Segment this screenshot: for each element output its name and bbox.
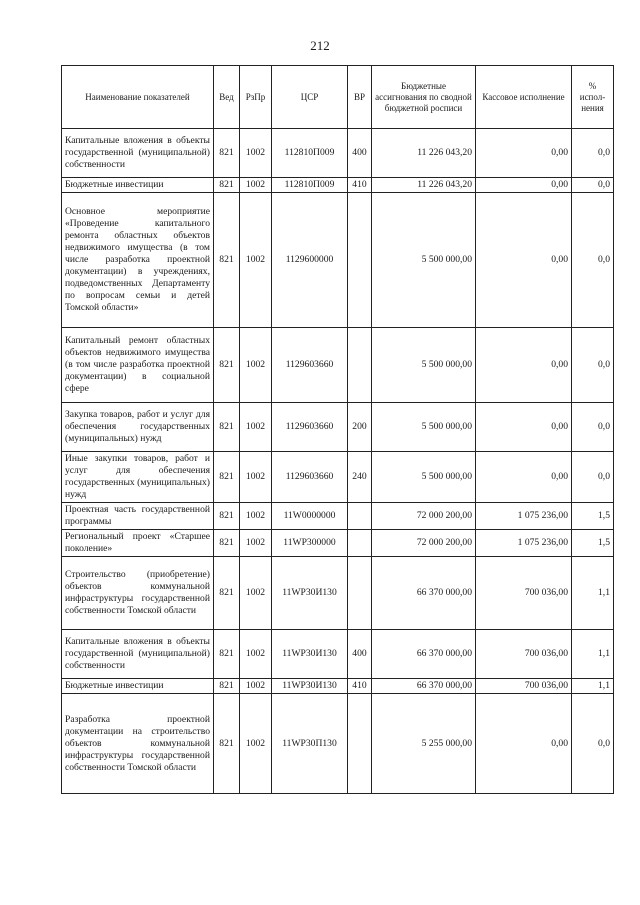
row-budget: 5 255 000,00 — [372, 694, 476, 794]
row-percent: 0,0 — [572, 328, 614, 403]
row-budget: 66 370 000,00 — [372, 679, 476, 694]
row-ved: 821 — [214, 328, 240, 403]
row-percent: 1,1 — [572, 679, 614, 694]
table-row — [62, 193, 614, 328]
row-csr: 1129600000 — [272, 193, 348, 328]
header-percent: % испол-нения — [572, 66, 614, 129]
table-row — [62, 557, 614, 630]
header-csr: ЦСР — [272, 66, 348, 129]
row-cash: 1 075 236,00 — [476, 530, 572, 557]
row-rzpr: 1002 — [240, 328, 272, 403]
row-percent: 0,0 — [572, 129, 614, 178]
row-name: Закупка товаров, работ и услуг для обеспечения государственных (муниципальных) нужд — [62, 403, 214, 452]
row-percent: 1,1 — [572, 557, 614, 630]
row-budget: 5 500 000,00 — [372, 328, 476, 403]
row-ved: 821 — [214, 694, 240, 794]
row-name: Капитальные вложения в объекты государственной (муниципальной) собственности — [62, 129, 214, 178]
row-name: Иные закупки товаров, работ и услуг для обеспечения государственных (муниципальных) нужд — [62, 452, 214, 503]
row-name: Капитальный ремонт областных объектов недвижимого имущества (в том числе разработка проектной документации) в социальной сфере — [62, 328, 214, 403]
row-vr: 400 — [348, 129, 372, 178]
row-percent: 1,5 — [572, 530, 614, 557]
header-rzpr: РзПр — [240, 66, 272, 129]
row-percent: 0,0 — [572, 178, 614, 193]
row-rzpr: 1002 — [240, 452, 272, 503]
row-rzpr: 1002 — [240, 530, 272, 557]
row-cash: 700 036,00 — [476, 557, 572, 630]
row-ved: 821 — [214, 503, 240, 530]
row-vr — [348, 694, 372, 794]
header-vr: ВР — [348, 66, 372, 129]
row-csr: 1129603660 — [272, 452, 348, 503]
row-vr: 410 — [348, 178, 372, 193]
page-number: 212 — [310, 38, 330, 53]
row-name: Региональный проект «Старшее поколение» — [62, 530, 214, 557]
row-csr: 11WP30П130 — [272, 694, 348, 794]
header-cash: Кассовое исполнение — [476, 66, 572, 129]
row-name: Основное мероприятие «Проведение капитального ремонта областных объектов недвижимого имущества (в том числе разработка проектной документации) в учреждениях, подведомственных Департаменту по вопросам семьи и детей Томской области» — [62, 193, 214, 328]
row-ved: 821 — [214, 178, 240, 193]
row-ved: 821 — [214, 630, 240, 679]
row-csr: 11WP30И130 — [272, 557, 348, 630]
row-name: Разработка проектной документации на строительство объектов коммунальной инфраструктуры государственной собственности Томской области — [62, 694, 214, 794]
row-percent: 0,0 — [572, 403, 614, 452]
row-vr — [348, 557, 372, 630]
table-row — [62, 679, 614, 694]
row-cash: 0,00 — [476, 129, 572, 178]
row-csr: 1129603660 — [272, 403, 348, 452]
row-rzpr: 1002 — [240, 193, 272, 328]
row-vr — [348, 503, 372, 530]
row-percent: 0,0 — [572, 694, 614, 794]
row-csr: 11W0000000 — [272, 503, 348, 530]
row-budget: 11 226 043,20 — [372, 129, 476, 178]
row-vr: 400 — [348, 630, 372, 679]
row-rzpr: 1002 — [240, 503, 272, 530]
table-row — [62, 452, 614, 503]
row-ved: 821 — [214, 530, 240, 557]
row-vr — [348, 530, 372, 557]
table-row — [62, 503, 614, 530]
row-name: Капитальные вложения в объекты государственной (муниципальной) собственности — [62, 630, 214, 679]
row-vr: 410 — [348, 679, 372, 694]
row-rzpr: 1002 — [240, 679, 272, 694]
header-ved: Вед — [214, 66, 240, 129]
row-ved: 821 — [214, 129, 240, 178]
row-cash: 0,00 — [476, 328, 572, 403]
row-ved: 821 — [214, 193, 240, 328]
row-rzpr: 1002 — [240, 630, 272, 679]
row-name: Бюджетные инвестиции — [62, 178, 214, 193]
row-ved: 821 — [214, 679, 240, 694]
row-csr: 11WP300000 — [272, 530, 348, 557]
row-vr: 200 — [348, 403, 372, 452]
row-cash: 700 036,00 — [476, 679, 572, 694]
table-row — [62, 129, 614, 178]
row-budget: 5 500 000,00 — [372, 452, 476, 503]
row-ved: 821 — [214, 403, 240, 452]
row-budget: 72 000 200,00 — [372, 503, 476, 530]
table-row — [62, 178, 614, 193]
row-rzpr: 1002 — [240, 129, 272, 178]
row-percent: 1,1 — [572, 630, 614, 679]
row-percent: 1,5 — [572, 503, 614, 530]
table-row — [62, 694, 614, 794]
table-row — [62, 403, 614, 452]
row-cash: 0,00 — [476, 193, 572, 328]
table-row — [62, 328, 614, 403]
row-csr: 1129603660 — [272, 328, 348, 403]
row-vr: 240 — [348, 452, 372, 503]
row-budget: 5 500 000,00 — [372, 193, 476, 328]
row-cash: 1 075 236,00 — [476, 503, 572, 530]
row-cash: 700 036,00 — [476, 630, 572, 679]
row-budget: 5 500 000,00 — [372, 403, 476, 452]
row-budget: 11 226 043,20 — [372, 178, 476, 193]
row-name: Бюджетные инвестиции — [62, 679, 214, 694]
row-cash: 0,00 — [476, 403, 572, 452]
row-budget: 66 370 000,00 — [372, 557, 476, 630]
row-ved: 821 — [214, 557, 240, 630]
row-percent: 0,0 — [572, 452, 614, 503]
header-name: Наименование показателей — [62, 66, 214, 129]
row-rzpr: 1002 — [240, 694, 272, 794]
row-cash: 0,00 — [476, 694, 572, 794]
row-budget: 72 000 200,00 — [372, 530, 476, 557]
row-rzpr: 1002 — [240, 403, 272, 452]
row-cash: 0,00 — [476, 178, 572, 193]
row-csr: 112810П009 — [272, 129, 348, 178]
row-name: Строительство (приобретение) объектов коммунальной инфраструктуры государственной собственности Томской области — [62, 557, 214, 630]
row-vr — [348, 328, 372, 403]
row-ved: 821 — [214, 452, 240, 503]
row-name: Проектная часть государственной программы — [62, 503, 214, 530]
row-csr: 11WP30И130 — [272, 630, 348, 679]
header-budget: Бюджетные ассигнования по сводной бюджетной росписи — [372, 66, 476, 129]
row-rzpr: 1002 — [240, 557, 272, 630]
row-budget: 66 370 000,00 — [372, 630, 476, 679]
row-rzpr: 1002 — [240, 178, 272, 193]
row-csr: 112810П009 — [272, 178, 348, 193]
row-csr: 11WP30И130 — [272, 679, 348, 694]
row-percent: 0,0 — [572, 193, 614, 328]
row-vr — [348, 193, 372, 328]
row-cash: 0,00 — [476, 452, 572, 503]
budget-table — [61, 65, 614, 794]
table-row — [62, 630, 614, 679]
table-header-row — [62, 66, 614, 129]
table-row — [62, 530, 614, 557]
